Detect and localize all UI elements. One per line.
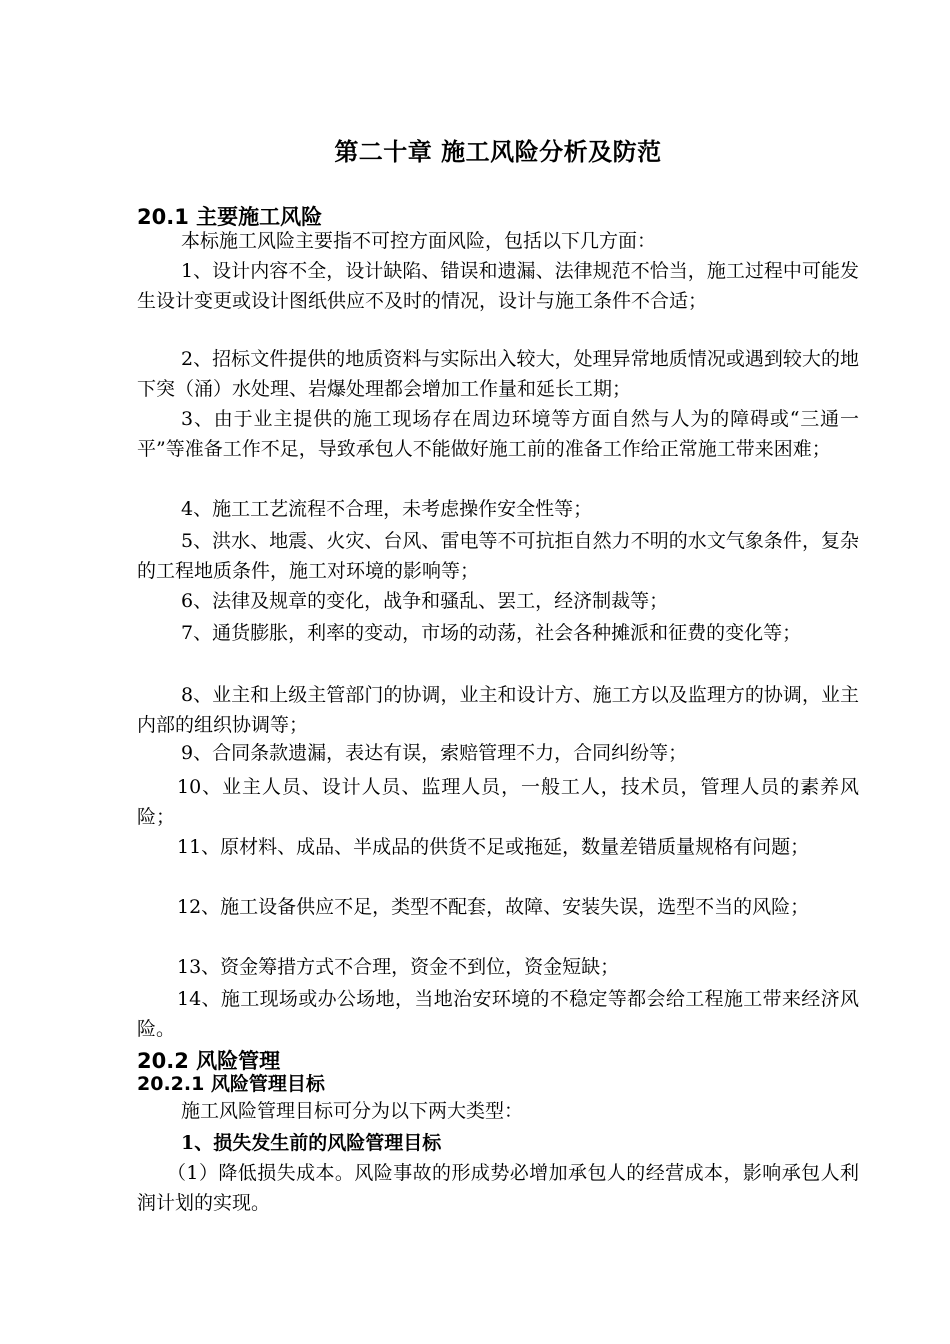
risk-item-11: 11、原材料、成品、半成品的供货不足或拖延，数量差错质量规格有问题； (177, 836, 810, 858)
risk-item-4: 4、施工工艺流程不合理，未考虑操作安全性等； (181, 498, 593, 520)
section-heading-20-2: 20.2 风险管理 (137, 1049, 281, 1073)
chapter-title: 第二十章 施工风险分析及防范 (334, 138, 662, 166)
risk-item-6: 6、法律及规章的变化，战争和骚乱、罢工，经济制裁等； (181, 590, 669, 612)
risk-item-13: 13、资金筹措方式不合理，资金不到位，资金短缺； (177, 956, 620, 978)
risk-item-7: 7、通货膨胀，利率的变动，市场的动荡，社会各种摊派和征费的变化等； (181, 622, 802, 644)
risk-item-5: 5、洪水、地震、火灾、台风、雷电等不可抗拒自然力不明的水文气象条件，复杂的工程地质条件，施工对环境的影响等； (137, 530, 859, 582)
subsection-heading-20-2-1: 20.2.1 风险管理目标 (137, 1073, 325, 1095)
risk-item-9: 9、合同条款遗漏，表达有误，索赔管理不力，合同纠纷等； (181, 742, 688, 764)
risk-item-3: 3、由于业主提供的施工现场存在周边环境等方面自然与人为的障碍或“三通一平”等准备工作不足，导致承包人不能做好施工前的准备工作给正常施工带来困难； (137, 408, 859, 460)
risk-item-8: 8、业主和上级主管部门的协调，业主和设计方、施工方以及监理方的协调，业主内部的组织协调等； (137, 684, 859, 736)
goal-item-1: （1）降低损失成本。风险事故的形成势必增加承包人的经营成本，影响承包人利润计划的实现。 (137, 1162, 859, 1214)
risk-item-2: 2、招标文件提供的地质资料与实际出入较大，处理异常地质情况或遇到较大的地下突（涌）水处理、岩爆处理都会增加工作量和延长工期； (137, 348, 859, 400)
risk-item-14: 14、施工现场或办公场地，当地治安环境的不稳定等都会给工程施工带来经济风险。 (137, 988, 859, 1040)
section-2-intro: 施工风险管理目标可分为以下两大类型： (181, 1100, 524, 1122)
section-heading-20-1: 20.1 主要施工风险 (137, 205, 323, 229)
risk-item-1: 1、设计内容不全，设计缺陷、错误和遗漏、法律规范不恰当，施工过程中可能发生设计变更或设计图纸供应不及时的情况，设计与施工条件不合适； (137, 260, 859, 312)
risk-item-12: 12、施工设备供应不足，类型不配套，故障、安装失误，选型不当的风险； (177, 896, 810, 918)
pre-loss-goal-heading: 1、损失发生前的风险管理目标 (181, 1132, 442, 1154)
section-1-intro: 本标施工风险主要指不可控方面风险，包括以下几方面： (181, 230, 657, 252)
risk-item-10: 10、业主人员、设计人员、监理人员，一般工人，技术员，管理人员的素养风险； (137, 776, 859, 828)
